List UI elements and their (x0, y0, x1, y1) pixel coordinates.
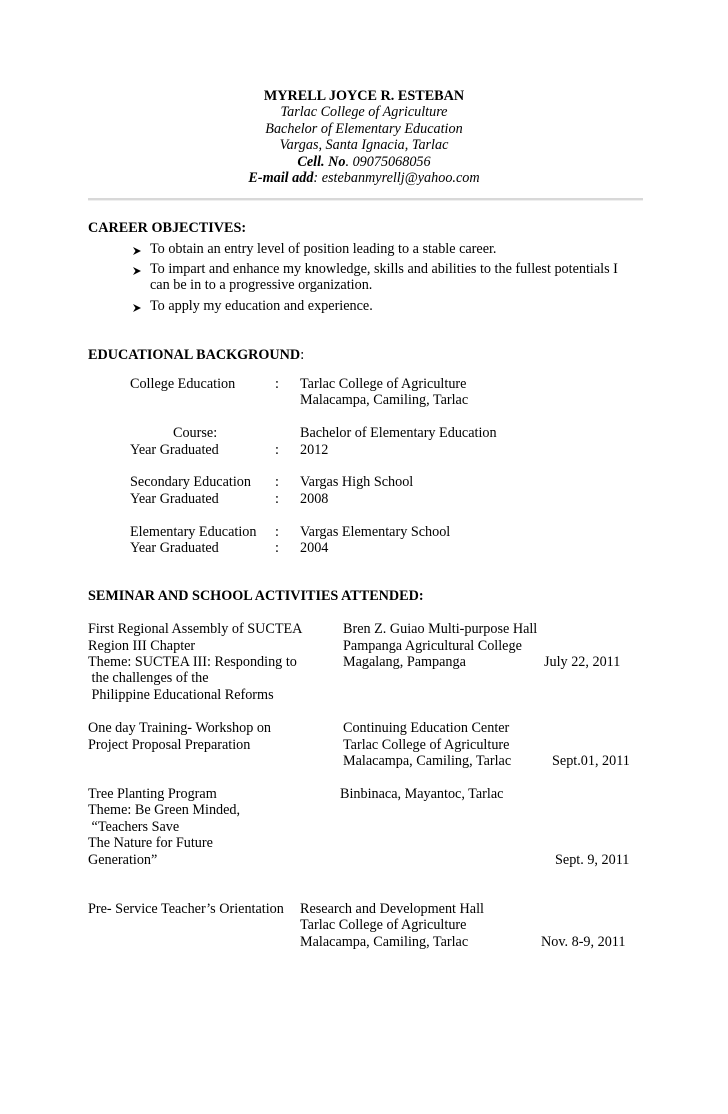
seminar-title: One day Training- Workshop on (88, 720, 272, 736)
seminar-venue: Tarlac College of Agriculture (300, 917, 467, 933)
header-address: Vargas, Santa Ignacia, Tarlac (279, 137, 449, 153)
education-label: Elementary Education (130, 524, 257, 540)
education-heading-colon: : (300, 347, 305, 363)
seminar-venue: Continuing Education Center (343, 720, 510, 736)
seminar-title: the challenges of the (88, 670, 209, 686)
header-degree: Bachelor of Elementary Education (265, 121, 463, 137)
seminar-title: Region III Chapter (88, 638, 196, 654)
seminar-venue: Bren Z. Guiao Multi-purpose Hall (343, 621, 538, 637)
seminar-title: Pre- Service Teacher’s Orientation (88, 901, 284, 917)
education-value: 2004 (300, 540, 329, 556)
seminar-venue: Malacampa, Camiling, Tarlac (343, 753, 512, 769)
seminar-title: The Nature for Future (88, 835, 213, 851)
seminar-title: Project Proposal Preparation (88, 737, 251, 753)
education-value: Bachelor of Elementary Education (300, 425, 497, 441)
arrow-bullet-icon (132, 303, 142, 313)
education-label: Course: (173, 425, 218, 441)
education-colon: : (275, 491, 279, 507)
career-item: To obtain an entry level of position leading to a stable career. (150, 241, 497, 257)
education-value: 2012 (300, 442, 329, 458)
seminar-date: Sept.01, 2011 (552, 753, 630, 769)
header-cell (0, 154, 728, 171)
career-item-continued: can be in to a progressive organization. (150, 277, 373, 293)
education-colon: : (275, 540, 279, 556)
seminar-title: “Teachers Save (88, 819, 180, 835)
arrow-bullet-icon (132, 266, 142, 276)
education-colon: : (275, 524, 279, 540)
seminar-title: Theme: Be Green Minded, (88, 802, 241, 818)
seminar-venue: Tarlac College of Agriculture (343, 737, 510, 753)
seminar-title: Tree Planting Program (88, 786, 217, 802)
cell-label: Cell. No (297, 154, 346, 170)
seminar-venue: Research and Development Hall (300, 901, 484, 917)
education-value: Malacampa, Camiling, Tarlac (300, 392, 469, 408)
seminar-date: Nov. 8-9, 2011 (541, 934, 626, 950)
seminar-date: July 22, 2011 (544, 654, 621, 670)
education-heading (88, 347, 304, 364)
career-heading: CAREER OBJECTIVES: (88, 220, 247, 236)
seminar-venue: Pampanga Agricultural College (343, 638, 522, 654)
education-label: Secondary Education (130, 474, 251, 490)
seminar-title: Theme: SUCTEA III: Responding to (88, 654, 297, 670)
education-colon: : (275, 474, 279, 490)
seminar-venue: Malacampa, Camiling, Tarlac (300, 934, 469, 950)
education-value: Vargas Elementary School (300, 524, 451, 540)
arrow-bullet-icon (132, 246, 142, 256)
header-email (0, 170, 728, 187)
cell-value: . 09075068056 (345, 154, 431, 170)
email-label: E-mail add (248, 170, 314, 186)
education-label: Year Graduated (130, 442, 219, 458)
education-colon: : (275, 442, 279, 458)
seminar-title: Generation” (88, 852, 158, 868)
header-divider (88, 198, 643, 201)
seminar-venue: Binbinaca, Mayantoc, Tarlac (340, 786, 504, 802)
career-item: To apply my education and experience. (150, 298, 373, 314)
header-school: Tarlac College of Agriculture (280, 104, 448, 120)
seminar-date: Sept. 9, 2011 (555, 852, 630, 868)
education-label: Year Graduated (130, 491, 219, 507)
education-colon: : (275, 376, 279, 392)
seminar-title: First Regional Assembly of SUCTEA (88, 621, 303, 637)
seminar-title: Philippine Educational Reforms (88, 687, 274, 703)
education-label: Year Graduated (130, 540, 219, 556)
education-heading-text: EDUCATIONAL BACKGROUND (88, 347, 301, 363)
email-value: : estebanmyrellj@yahoo.com (313, 170, 480, 186)
seminars-heading: SEMINAR AND SCHOOL ACTIVITIES ATTENDED: (88, 588, 424, 604)
seminar-venue: Magalang, Pampanga (343, 654, 466, 670)
education-value: Vargas High School (300, 474, 414, 490)
career-item: To impart and enhance my knowledge, skills and abilities to the fullest potentials I (150, 261, 618, 277)
education-value: Tarlac College of Agriculture (300, 376, 467, 392)
education-value: 2008 (300, 491, 329, 507)
resume-name: MYRELL JOYCE R. ESTEBAN (263, 88, 465, 104)
education-label: College Education (130, 376, 236, 392)
